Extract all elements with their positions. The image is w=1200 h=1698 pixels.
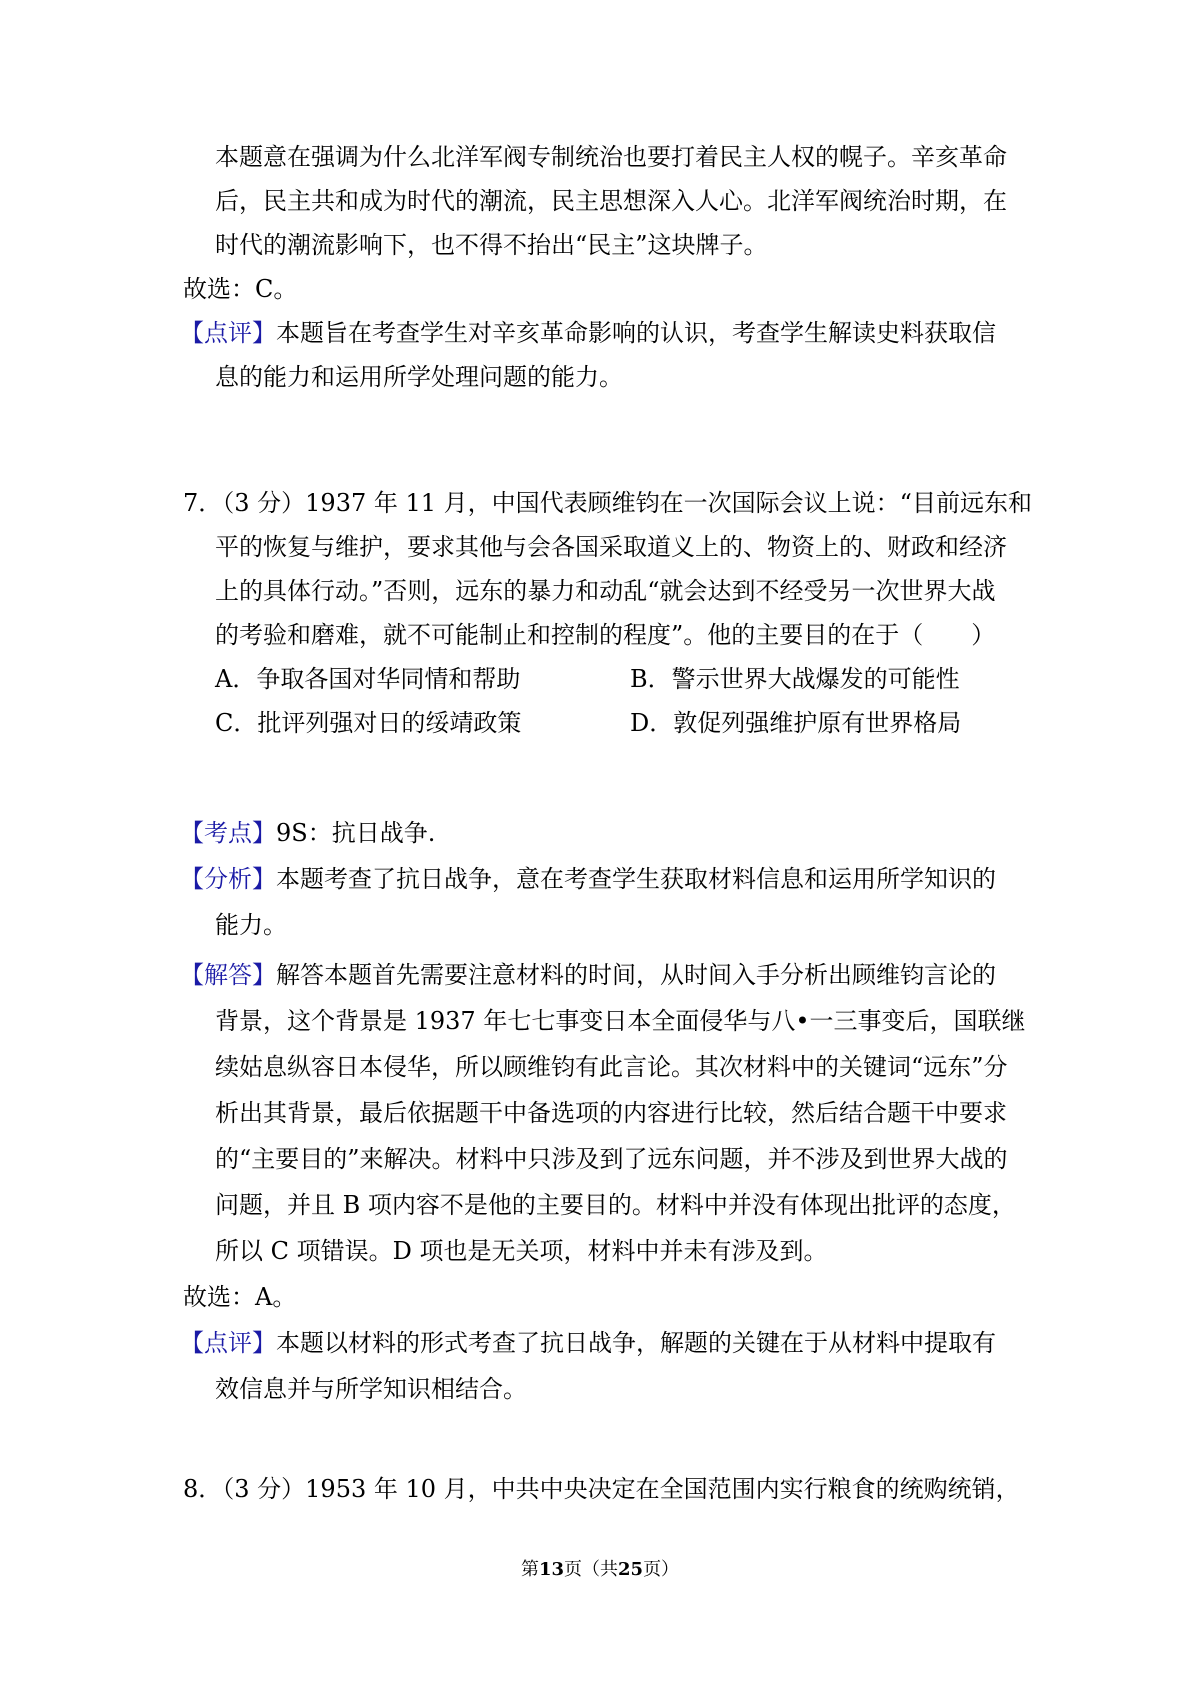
jieda-line: 问题，并且 B 项内容不是他的主要目的。材料中并没有体现出批评的态度， [215,1191,1016,1219]
fenxi-line: 【分析】本题考查了抗日战争，意在考查学生获取材料信息和运用所学知识的 [180,865,996,893]
jieda-line: 所以 C 项错误。D 项也是无关项，材料中并未有涉及到。 [215,1237,828,1265]
question-stem: 7．（3 分）1937 年 11 月，中国代表顾维钧在一次国际会议上说：“目前远东和 [183,489,1032,517]
question-stem: 的考验和磨难，就不可能制止和控制的程度”。他的主要目的在于（ ） [215,621,996,649]
jieda-line: 续姑息纵容日本侵华，所以顾维钧有此言论。其次材料中的关键词“远东”分 [215,1053,1008,1081]
fenxi-tag: 【分析】 [180,865,276,893]
jieda-tag: 【解答】 [180,961,276,989]
page-total: 25 [618,1559,644,1580]
comment-line: 【点评】本题以材料的形式考查了抗日战争，解题的关键在于从材料中提取有 [180,1329,996,1357]
option-d: D．敦促列强维护原有世界格局 [630,709,962,737]
paragraph-line: 后，民主共和成为时代的潮流，民主思想深入人心。北洋军阀统治时期，在 [215,187,1007,215]
option-b: B．警示世界大战爆发的可能性 [630,665,960,693]
comment-tag: 【点评】 [180,1329,276,1357]
jieda-line: 析出其背景，最后依据题干中备选项的内容进行比较，然后结合题干中要求 [215,1099,1007,1127]
comment-line: 效信息并与所学知识相结合。 [215,1375,527,1403]
answer-line: 故选：C。 [183,275,298,303]
page-footer: 第13页（共25页） [520,1559,680,1580]
fenxi-line: 能力。 [215,911,287,939]
page-number: 13 [538,1559,564,1580]
jieda-line: 背景，这个背景是 1937 年七七事变日本全面侵华与八•一三事变后，国联继 [215,1007,1026,1035]
paragraph-line: 本题意在强调为什么北洋军阀专制统治也要打着民主人权的幌子。辛亥革命 [215,143,1007,171]
jieda-line: 【解答】解答本题首先需要注意材料的时间，从时间入手分析出顾维钧言论的 [180,961,996,989]
comment-line: 息的能力和运用所学处理问题的能力。 [215,363,623,391]
answer-line: 故选：A。 [183,1283,297,1311]
paragraph-line: 时代的潮流影响下，也不得不抬出“民主”这块牌子。 [215,231,768,259]
jieda-line: 的“主要目的”来解决。材料中只涉及到了远东问题，并不涉及到世界大战的 [215,1145,1008,1173]
question-stem: 上的具体行动。”否则，远东的暴力和动乱“就会达到不经受另一次世界大战 [215,577,996,605]
option-a: A．争取各国对华同情和帮助 [215,665,521,693]
comment-line: 【点评】本题旨在考查学生对辛亥革命影响的认识，考查学生解读史料获取信 [180,319,996,347]
comment-tag: 【点评】 [180,319,276,347]
kaodian-tag: 【考点】 [180,819,276,847]
kaodian-line: 【考点】9S：抗日战争. [180,819,436,847]
option-c: C．批评列强对日的绥靖政策 [215,709,522,737]
question-stem: 平的恢复与维护，要求其他与会各国采取道义上的、物资上的、财政和经济 [215,533,1007,561]
question-stem: 8．（3 分）1953 年 10 月，中共中央决定在全国范围内实行粮食的统购统销， [183,1475,1020,1503]
